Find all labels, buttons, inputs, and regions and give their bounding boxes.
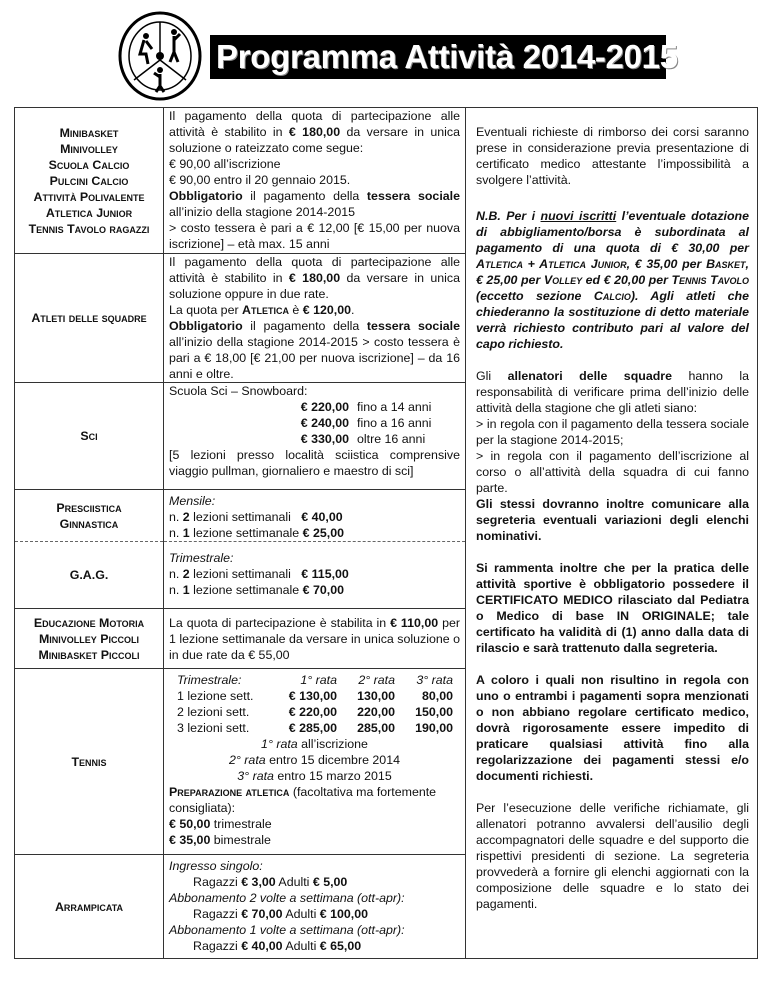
ski-intro: Scuola Sci – Snowboard: bbox=[169, 384, 308, 398]
activity-name: Educazione Motoria bbox=[33, 615, 145, 630]
text-run: entro 15 dicembre 2014 bbox=[265, 753, 400, 767]
tennis-cell: 1 lezione sett. bbox=[177, 689, 254, 703]
climbing-option: Abbonamento 2 volte a settimana (ott-apr): bbox=[169, 891, 405, 905]
text-run: € 5,00 bbox=[312, 875, 348, 889]
installment-schedule bbox=[169, 752, 460, 768]
activity-name: Attività Polivalente bbox=[33, 189, 145, 204]
text-run: € 120,00 bbox=[302, 303, 351, 317]
activity-name: Sci bbox=[80, 429, 98, 443]
text-run: 2 bbox=[182, 567, 190, 581]
text-run: n. bbox=[169, 510, 183, 524]
activity-labels bbox=[15, 490, 164, 542]
ski-age: fino a 14 anni bbox=[357, 400, 432, 414]
text-run: ). Agli atleti che chiederanno la sostituzione di detto materiale verrà richiesto contributo pari al valore del capo richiesto. bbox=[476, 289, 749, 351]
text-run: per 1 lezione settimanale da versare in unica soluzione o in due rate da € 55,00 bbox=[169, 615, 460, 662]
tennis-fees-table bbox=[177, 672, 460, 736]
text-run: Ragazzi bbox=[193, 907, 242, 921]
text-run: Adulti bbox=[275, 875, 313, 889]
text-run: è bbox=[288, 303, 303, 317]
tennis-cell: € 220,00 bbox=[288, 705, 337, 719]
text-run: Gli stessi dovranno inoltre comunicare alla segreteria eventuali variazioni degli elenchi nominativi. bbox=[476, 497, 749, 543]
text-run: € 115,00 bbox=[301, 567, 349, 581]
text-run: Obbligatorio bbox=[169, 189, 243, 203]
text-run: 1 bbox=[182, 526, 190, 540]
text-run: € 100,00 bbox=[319, 907, 368, 921]
athletic-preparation bbox=[169, 784, 460, 848]
text-run: trimestrale bbox=[210, 817, 272, 831]
activity-description bbox=[164, 855, 466, 959]
text-run: Adulti bbox=[282, 907, 320, 921]
text-run: 1 bbox=[182, 583, 190, 597]
club-logo bbox=[116, 10, 204, 102]
ski-price: € 240,00 bbox=[300, 416, 349, 430]
text-run: € 25,00 bbox=[302, 526, 344, 540]
text-run: l’eventuale dotazione di abbigliamento/borsa è subordinata al pagamento di una quota di € 30,00 per bbox=[476, 209, 749, 255]
text-run: ed € 20,00 per bbox=[582, 273, 672, 287]
activity-labels bbox=[15, 542, 164, 609]
climbing-prices bbox=[169, 874, 460, 890]
climbing-option: Abbonamento 1 volte a settimana (ott-apr): bbox=[169, 923, 405, 937]
price-line bbox=[169, 509, 460, 525]
text-run: € 40,00 bbox=[241, 939, 283, 953]
activity-labels bbox=[15, 254, 164, 383]
text-run: , € 25,00 per bbox=[476, 257, 749, 287]
activity-name: Scuola Calcio bbox=[48, 157, 130, 172]
text-run: lezione settimanale bbox=[189, 526, 303, 540]
text-run: tessera sociale bbox=[366, 319, 460, 333]
installment-schedule bbox=[169, 768, 460, 784]
text-run: Calcio bbox=[593, 289, 631, 303]
checks-note bbox=[476, 800, 749, 912]
activity-description bbox=[164, 609, 466, 669]
refund-note bbox=[476, 124, 749, 188]
activity-labels bbox=[15, 855, 164, 959]
notes-column bbox=[466, 108, 758, 959]
page-title: Programma Attività 2014-2015 bbox=[210, 35, 666, 79]
text-run: Ragazzi bbox=[193, 875, 242, 889]
text-run: da versare in unica soluzione o rateizzato come segue: bbox=[169, 125, 460, 155]
activity-name: Atleti delle squadre bbox=[31, 311, 147, 325]
activity-description bbox=[164, 669, 466, 855]
text-run: Obbligatorio bbox=[169, 319, 243, 333]
text-run: da versare in unica soluzione oppure in due rate. bbox=[169, 271, 460, 301]
activity-description bbox=[164, 542, 466, 609]
text-run: A coloro i quali non risultino in regola con uno o entrambi i pagamenti sopra menzionati o non abbiano regolare certificato medico, dovrà rigorosamente essere impedito di praticare qualsiasi attività fino alla regolarizzazione dei pagamenti stessi e/o documenti richiesti. bbox=[476, 673, 749, 783]
climbing-prices bbox=[169, 938, 460, 954]
text-run: . bbox=[351, 303, 355, 317]
tennis-cell: 3 lezioni sett. bbox=[177, 721, 250, 735]
text-run: il pagamento della bbox=[242, 319, 367, 333]
text-run: allenatori delle squadre bbox=[507, 369, 673, 383]
activity-name: Presciistica bbox=[56, 500, 122, 515]
activity-name: Pulcini Calcio bbox=[49, 173, 129, 188]
activity-labels bbox=[15, 108, 164, 254]
tennis-cell: 190,00 bbox=[415, 721, 453, 735]
text-run: Volley bbox=[543, 273, 583, 287]
text-run: Per l’esecuzione delle verifiche richiamate, gli allenatori potranno avvalersi dell’ausilio degli accompagnatori delle squadre e del supporto die rispettivi presidenti di sezione. La segreteria provvederà a fornire gli elenchi aggiornati con la composizione delle squadre e lo stato dei pagamenti. bbox=[476, 801, 749, 911]
tennis-cell: 285,00 bbox=[357, 721, 395, 735]
text-run: all’inizio della stagione 2014-2015 > costo tessera è pari a € 18,00 [€ 21,00 per nuova iscrizione] – da 16 anni e oltre. bbox=[169, 335, 460, 381]
certificate-note bbox=[476, 560, 749, 656]
text-run: Tennis Tavolo bbox=[671, 273, 750, 287]
ski-price: € 330,00 bbox=[300, 432, 349, 446]
row-minibasket bbox=[15, 108, 758, 254]
text-run: Il pagamento della quota di partecipazione alle attività è stabilito in bbox=[169, 109, 460, 139]
tennis-header: 3° rata bbox=[416, 673, 453, 687]
ski-age: oltre 16 anni bbox=[357, 432, 426, 446]
text-run: € 90,00 all’iscrizione bbox=[169, 157, 281, 171]
text-run: , € 35,00 per bbox=[626, 257, 707, 271]
tennis-cell: 150,00 bbox=[415, 705, 453, 719]
climbing-prices bbox=[169, 906, 460, 922]
text-run: 1° rata bbox=[261, 737, 298, 751]
text-run: entro 15 marzo 2015 bbox=[273, 769, 392, 783]
activity-name: Ginnastica bbox=[59, 516, 119, 531]
ski-age: fino a 16 anni bbox=[357, 416, 432, 430]
tennis-cell: 220,00 bbox=[357, 705, 395, 719]
price-line bbox=[169, 566, 460, 582]
period-label: Trimestrale: bbox=[169, 551, 234, 565]
coaches-note bbox=[476, 368, 749, 544]
activity-description bbox=[164, 108, 466, 254]
text-run: € 40,00 bbox=[301, 510, 343, 524]
text-run: Si rammenta inoltre che per la pratica delle attività sportive è obbligatorio possedere il CERTIFICATO MEDICO rilasciato dal Pediatra o Medico di base IN ORIGINALE; tale certificato ha validità di (1) anno dalla data di rilascio e sarà trattenuto dalla segreteria. bbox=[476, 561, 749, 655]
text-run: Preparazione atletica bbox=[169, 785, 290, 799]
tennis-header: 2° rata bbox=[358, 673, 395, 687]
text-run: N.B. Per i bbox=[476, 209, 541, 223]
activity-description bbox=[164, 490, 466, 542]
text-run: > costo tessera è pari a € 12,00 [€ 15,00 per nuova iscrizione] – età max. 15 anni bbox=[169, 221, 460, 251]
text-run: hanno la responsabilità di verificare prima dell’inizio delle attività della stagione che gli atleti siano: bbox=[476, 369, 749, 415]
text-run: € 90,00 entro il 20 gennaio 2015. bbox=[169, 173, 351, 187]
activity-name: Minivolley Piccoli bbox=[38, 631, 140, 646]
text-run: € 65,00 bbox=[319, 939, 362, 953]
activity-labels bbox=[15, 669, 164, 855]
text-run: lezioni settimanali bbox=[189, 510, 302, 524]
text-run: 2° rata bbox=[229, 753, 266, 767]
text-run: all’inizio della stagione 2014-2015 bbox=[169, 205, 355, 219]
activity-name: Minivolley bbox=[60, 141, 118, 156]
text-run: (eccetto sezione bbox=[476, 289, 594, 303]
text-run: € 180,00 bbox=[288, 271, 341, 285]
activity-description bbox=[164, 254, 466, 383]
text-run: nuovi iscritti bbox=[540, 209, 617, 223]
text-run: n. bbox=[169, 583, 183, 597]
text-run: Ragazzi bbox=[193, 939, 242, 953]
ski-prices bbox=[169, 399, 460, 447]
text-run: > in regola con il pagamento della tessera sociale per la stagione 2014-2015; bbox=[476, 417, 749, 447]
text-run: Atletica + Atletica Junior bbox=[476, 257, 627, 271]
tennis-cell: 130,00 bbox=[357, 689, 395, 703]
tennis-header: Trimestrale: bbox=[177, 673, 242, 687]
text-run: € 70,00 bbox=[241, 907, 283, 921]
text-run: Il pagamento della quota di partecipazione alle attività è stabilito in bbox=[169, 255, 460, 285]
text-run: tessera sociale bbox=[366, 189, 460, 203]
text-run: lezione settimanale bbox=[189, 583, 303, 597]
activity-description bbox=[164, 383, 466, 490]
text-run: n. bbox=[169, 526, 183, 540]
ski-note: [5 lezioni presso località sciistica comprensive viaggio pullman, giornaliero e maestro di sci] bbox=[169, 448, 460, 478]
text-run: lezioni settimanali bbox=[189, 567, 302, 581]
tennis-cell: € 130,00 bbox=[288, 689, 337, 703]
period-label: Mensile: bbox=[169, 494, 216, 508]
activity-name: Minibasket Piccoli bbox=[38, 647, 140, 662]
text-run: € 50,00 bbox=[169, 817, 211, 831]
text-run: La quota di partecipazione è stabilita in bbox=[169, 615, 391, 630]
activity-labels bbox=[15, 609, 164, 669]
text-run: Atletica bbox=[242, 303, 289, 317]
installment-schedule bbox=[169, 736, 460, 752]
text-run: € 35,00 bbox=[169, 833, 211, 847]
tennis-cell: 2 lezioni sett. bbox=[177, 705, 250, 719]
activity-name: Atletica Junior bbox=[45, 205, 133, 220]
activity-name: Arrampicata bbox=[54, 899, 124, 914]
text-run: (facoltativa ma fortemente consigliata): bbox=[169, 785, 437, 815]
activity-name: G.A.G. bbox=[69, 568, 109, 582]
text-run: Adulti bbox=[282, 939, 320, 953]
ski-price: € 220,00 bbox=[300, 400, 349, 414]
text-run: Basket bbox=[706, 257, 746, 271]
text-run: Gli bbox=[476, 369, 508, 383]
irregular-note bbox=[476, 672, 749, 784]
text-run: all’iscrizione bbox=[297, 737, 368, 751]
nb-note bbox=[476, 208, 749, 352]
text-run: € 110,00 bbox=[390, 615, 439, 630]
price-line bbox=[169, 582, 460, 598]
text-run: il pagamento della bbox=[242, 189, 367, 203]
text-run: bimestrale bbox=[210, 833, 271, 847]
text-run: 3° rata bbox=[237, 769, 274, 783]
text-run: € 3,00 bbox=[241, 875, 276, 889]
activity-name: Tennis bbox=[71, 754, 107, 769]
tennis-cell: € 285,00 bbox=[288, 721, 337, 735]
activity-labels bbox=[15, 383, 164, 490]
text-run: n. bbox=[169, 567, 183, 581]
text-run: > in regola con il pagamento dell’iscrizione al corso o all’attività della squadra di cui fanno parte. bbox=[476, 449, 749, 495]
tennis-cell: 80,00 bbox=[421, 689, 453, 703]
text-run: € 180,00 bbox=[288, 125, 341, 139]
price-line bbox=[169, 525, 460, 541]
text-run: Eventuali richieste di rimborso dei corsi saranno prese in considerazione previa presentazione di certificato medico attestante l’impossibilità a svolgere l’attività. bbox=[476, 125, 749, 187]
text-run: 2 bbox=[182, 510, 190, 524]
activity-name: Tennis Tavolo ragazzi bbox=[28, 221, 150, 236]
text-run: € 70,00 bbox=[302, 583, 344, 597]
text-run: La quota per bbox=[169, 303, 243, 317]
activity-name: Minibasket bbox=[59, 125, 119, 140]
activities-table bbox=[14, 107, 758, 959]
tennis-header: 1° rata bbox=[300, 673, 337, 687]
climbing-option: Ingresso singolo: bbox=[169, 859, 263, 873]
